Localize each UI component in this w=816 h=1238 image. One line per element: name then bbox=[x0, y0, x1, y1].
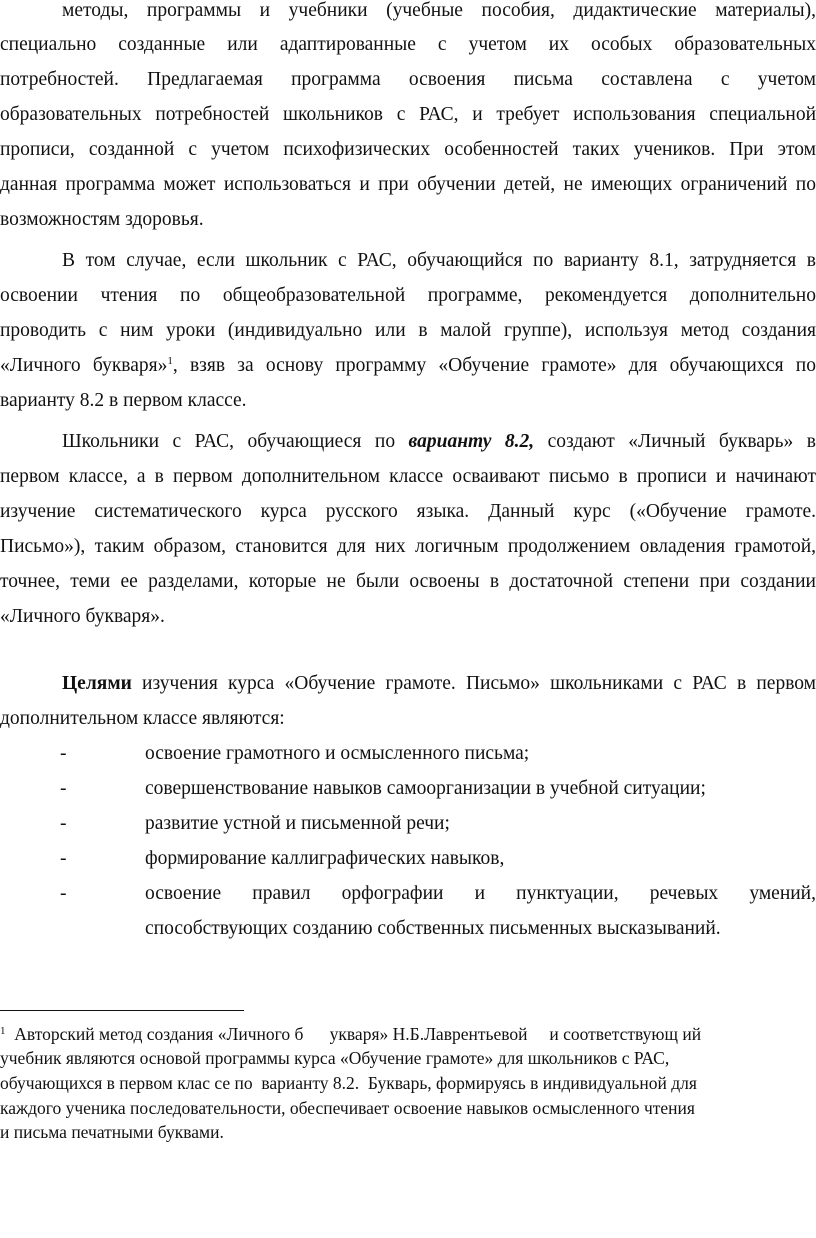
paragraph2-line: освоении чтения по общеобразовательной программе, рекомендуется дополнительно bbox=[0, 285, 816, 306]
paragraph2-line bbox=[0, 349, 816, 383]
list-item: развитие устной и письменной речи; bbox=[145, 813, 450, 834]
footnote-line: учебник являются основой программы курса «Обучение грамоте» для школьников с РАС, bbox=[0, 1048, 670, 1068]
goals-lead-line: дополнительном классе являются: bbox=[0, 708, 285, 729]
paragraph2-line: В том случае, если школьник с РАС, обучающийся по варианту 8.1, затрудняется в bbox=[62, 250, 816, 271]
footnote-reference: 1 bbox=[167, 355, 173, 367]
list-bullet: - bbox=[60, 778, 67, 799]
list-bullet: - bbox=[60, 813, 67, 834]
paragraph1-line: потребностей. Предлагаемая программа освоения письма составлена с учетом bbox=[0, 69, 816, 90]
paragraph3-text: Школьники с РАС, обучающиеся по bbox=[62, 431, 409, 452]
footnote-line: и письма печатными буквами. bbox=[0, 1122, 224, 1142]
list-bullet: - bbox=[60, 848, 67, 869]
list-bullet: - bbox=[60, 743, 67, 764]
footnote-line bbox=[0, 1022, 816, 1046]
paragraph2-line: варианту 8.2 в первом классе. bbox=[0, 390, 247, 411]
list-item: совершенствование навыков самоорганизации в учебной ситуации; bbox=[145, 778, 706, 799]
footnote-line: каждого ученика последовательности, обеспечивает освоение навыков осмысленного чтения bbox=[0, 1098, 695, 1118]
paragraph3-line: точнее, теми ее разделами, которые не были освоены в достаточной степени при создании bbox=[0, 571, 816, 592]
paragraph2-line: проводить с ним уроки (индивидуально или в малой группе), используя метод создания bbox=[0, 320, 816, 341]
goals-lead-text: изучения курса «Обучение грамоте. Письмо» школьниками с РАС в первом bbox=[131, 673, 816, 694]
goals-heading: Целями bbox=[62, 673, 132, 694]
footnote-text: Авторский метод создания «Личного б укваря» Н.Б.Лаврентьевой и соответствующ ий bbox=[5, 1024, 702, 1044]
paragraph3-line: «Личного букваря». bbox=[0, 606, 165, 627]
footnote-marker: 1 bbox=[0, 1025, 6, 1037]
paragraph2-text: , взяв за основу программу «Обучение грамоте» для обучающихся по bbox=[172, 355, 816, 376]
list-item: освоение правил орфографии и пунктуации, речевых умений, bbox=[145, 883, 816, 904]
footnote-line: обучающихся в первом клас се по варианту 8.2. Букварь, формируясь в индивидуальной для bbox=[0, 1073, 697, 1093]
list-bullet: - bbox=[60, 883, 67, 904]
personal-primer-text: «Личного букваря» bbox=[0, 355, 168, 376]
list-item: формирование каллиграфических навыков, bbox=[145, 848, 505, 869]
goals-lead-line bbox=[62, 667, 816, 701]
list-item-continuation: способствующих созданию собственных письменных высказываний. bbox=[145, 918, 721, 939]
paragraph1-line: возможностям здоровья. bbox=[0, 209, 204, 230]
list-item: освоение грамотного и осмысленного письма; bbox=[145, 743, 530, 764]
paragraph3-text: создают «Личный букварь» в bbox=[534, 431, 816, 452]
footnote-separator bbox=[0, 1010, 244, 1011]
paragraph1-line: данная программа может использоваться и при обучении детей, не имеющих ограничений по bbox=[0, 174, 816, 195]
paragraph1-line: образовательных потребностей школьников с РАС, и требует использования специальной bbox=[0, 104, 816, 125]
paragraph3-line bbox=[62, 425, 816, 459]
paragraph1-line: прописи, созданной с учетом психофизических особенностей таких учеников. При этом bbox=[0, 139, 816, 160]
paragraph3-line: первом классе, а в первом дополнительном классе осваивают письмо в прописи и начинают bbox=[0, 466, 816, 487]
paragraph3-line: Письмо»), таким образом, становится для них логичным продолжением овладения грамотой, bbox=[0, 536, 816, 557]
paragraph1-line: методы, программы и учебники (учебные пособия, дидактические материалы), bbox=[62, 0, 816, 21]
paragraph1-line: специально созданные или адаптированные с учетом их особых образовательных bbox=[0, 34, 816, 55]
paragraph3-line: изучение систематического курса русского языка. Данный курс («Обучение грамоте. bbox=[0, 501, 816, 522]
variant-emphasis: варианту 8.2, bbox=[408, 431, 535, 452]
